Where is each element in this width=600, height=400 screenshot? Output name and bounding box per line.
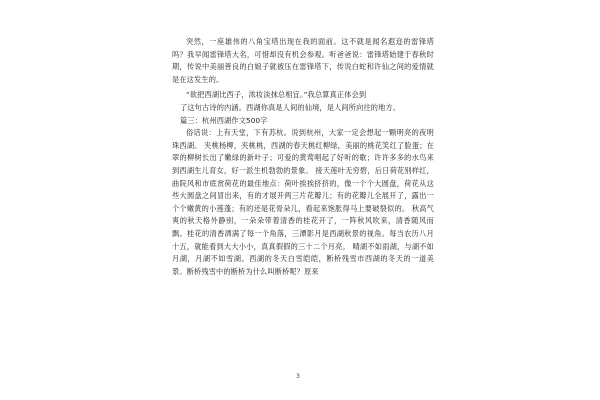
paragraph-poem-quote: “欲把西湖比西子，浓妆淡抹总相宜。”我总算真正体会到 bbox=[186, 90, 367, 100]
page-number: 3 bbox=[296, 373, 300, 380]
paragraph-lei-feng-pagoda: 突然，一座雄伟的八角宝塔出现在我的面前。这不就是闻名遐迩的雷锋塔吗？我早闻雷锋塔大名，可惜却没有机会参观。听爸爸说：雷锋塔始建于春秋时期，传说中美丽善良的白娘子就被压在雷锋塔下，传说白蛇和许仙之间的爱情就是在这发生的。 bbox=[172, 37, 434, 84]
paragraph-poem-reflection: 了这句古诗的内涵。西湖你真是人间的仙境，是人间所向往的地方。 bbox=[180, 102, 401, 112]
paragraph-west-lake-seasons: 俗话说：上有天堂，下有苏杭。说到杭州，大家一定会想起一颗明亮的夜明珠西湖。 夹桃杨柳，夹桃桃，西湖的春天桃红柳绿，美丽的桃花笑红了脸蛋；在翠的柳树长出了嫩绿的新叶子；可爱的黄莺唱起了好听的歌；许许多多的水鸟来到西湖生儿育女，好一派生机勃勃的景象。 接天莲叶无穷碧，后日荷花别样红，曲院风和市底赏荷花的最佳地点：荷叶挨挨挤挤的，像一个个大圆盘，荷花从这些大圆盘之间冒出来，有的才展开两三片花瓣儿；有的花瓣儿全展开了，露出一个个嫩黄的小莲蓬；有的还是花骨朵儿，看起来饱胀得马上要破裂似的。 秋高气爽的秋天格外静别，一朵朵带着清香的桂花开了，一阵秋风吹来，清香随风而飘。桂花的清香洒满了每一个角落，三潭影月是西湖秋景的视角。每当农历八月十五，就能看到大大小小，真真假假的三十二个月亮。 晴湖不如雨湖，与湖不如月湖，月湖不如雪湖。西湖的冬天白雪皑皑，断桥残雪市西湖的冬天的一道美景。断桥残雪中的断桥为什么叫断桥呢？原来 bbox=[172, 128, 434, 276]
section-title: 篇三：杭州西湖作文500字 bbox=[180, 115, 268, 125]
document-body bbox=[172, 36, 434, 278]
